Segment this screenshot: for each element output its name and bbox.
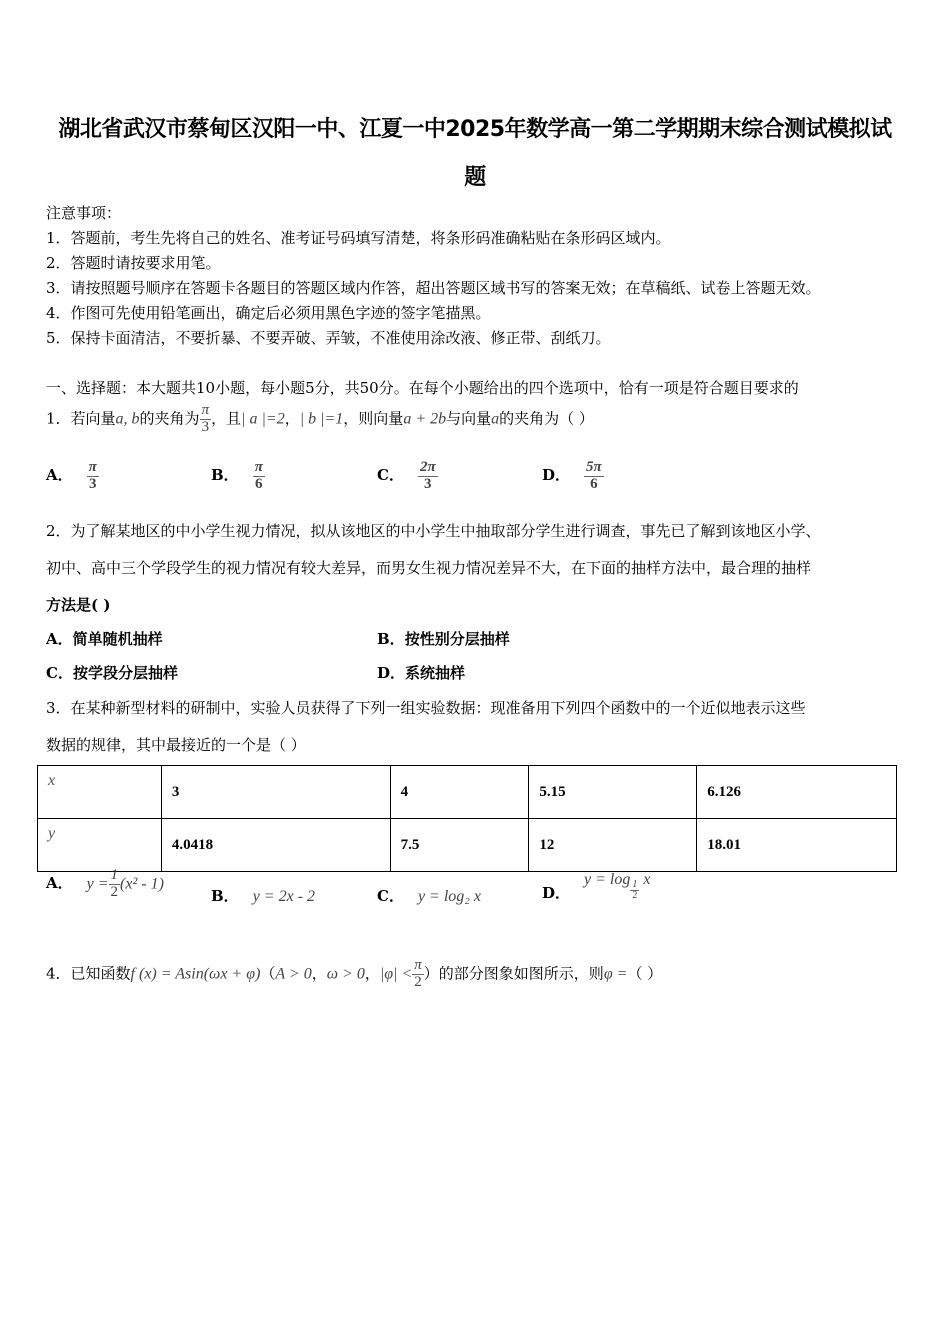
option-text: 按学段分层抽样 (72, 664, 178, 682)
table-cell: 3 (161, 766, 390, 819)
notice-item: 4．作图可先使用铅笔画出，确定后必须用黑色字迹的签字笔描黑。 (46, 304, 491, 322)
notice-item: 3．请按照题号顺序在答题卡各题目的答题区域内作答，超出答题区域书写的答案无效；在草稿纸、试卷上答题无效。 (46, 279, 821, 297)
fraction-numerator: 1 (632, 878, 638, 890)
table-cell: 4 (390, 766, 529, 819)
fraction-denominator: 3 (424, 475, 432, 492)
fraction-denominator: 3 (201, 418, 210, 435)
q1-option-a[interactable] (46, 460, 99, 493)
q1-math: | b |=1 (299, 410, 344, 428)
fraction-denominator: 2 (414, 973, 422, 990)
option-math: y = log₂ x (417, 888, 481, 905)
option-label: A． (46, 630, 73, 648)
q1-text: 的夹角为 (139, 409, 200, 428)
option-label: B． (377, 630, 405, 648)
q2-option-b[interactable] (377, 628, 510, 649)
option-math: y = 2x - 2 (252, 888, 316, 905)
option-math: x (643, 871, 651, 888)
option-math: (x² - 1) (120, 875, 164, 893)
option-math: y = (86, 875, 109, 893)
notice-item: 5．保持卡面清洁，不要折暴、不要弄破、弄皱，不准使用涂改液、修正带、刮纸刀。 (46, 329, 611, 347)
q4-math: |φ| < (379, 965, 413, 983)
table-cell: 4.0418 (161, 819, 390, 872)
option-text: 简单随机抽样 (72, 630, 163, 648)
q3-option-c[interactable] (377, 885, 481, 906)
q1-math: a (491, 410, 500, 428)
q2-option-c[interactable] (46, 662, 178, 683)
table-cell: 7.5 (390, 819, 529, 872)
page-title-continued: 题 (464, 165, 486, 190)
q1-text: 1．若向量 (46, 409, 116, 428)
table-cell: 5.15 (529, 766, 697, 819)
q4-text: ， (311, 964, 327, 983)
option-text: 系统抽样 (405, 664, 466, 682)
q4-text: （ ） (627, 964, 663, 983)
question-3-stem: 数据的规律，其中最接近的一个是（ ） (46, 736, 306, 754)
option-text: 按性别分层抽样 (404, 630, 510, 648)
notice-item: 2．答题时请按要求用笔。 (46, 254, 221, 272)
fraction-denominator: 3 (88, 475, 97, 492)
option-label: D． (542, 884, 571, 902)
table-row (38, 819, 897, 872)
q1-text: ， (284, 409, 300, 428)
option-label: D． (542, 466, 571, 485)
q1-text: 与向量 (446, 409, 492, 428)
q4-text: ）的部分图象如图所示，则 (423, 964, 604, 983)
table-cell: x (38, 766, 162, 819)
q1-option-b[interactable] (211, 460, 265, 493)
q2-option-d[interactable] (377, 662, 465, 683)
fraction-numerator: π (88, 459, 97, 475)
section-heading: 一、选择题：本大题共10小题，每小题5分，共50分。在每个小题给出的四个选项中，恰有一项是符合题目要求的 (46, 379, 799, 397)
q2-option-a[interactable] (46, 628, 163, 649)
q3-option-a[interactable] (46, 868, 164, 901)
q1-fraction (200, 403, 212, 436)
fraction-numerator: 1 (110, 867, 119, 883)
fraction-numerator: π (201, 402, 210, 418)
fraction-numerator: 5π (586, 459, 602, 475)
question-2-stem: 初中、高中三个学段学生的视力情况有较大差异，而男女生视力情况差异不大，在下面的抽样方法中，最合理的抽样 (46, 559, 812, 577)
option-label: B． (211, 887, 239, 905)
q1-math: | a |=2 (241, 410, 285, 428)
fraction-denominator: 2 (110, 883, 119, 900)
data-table (37, 765, 897, 872)
q4-math: ω > 0 (326, 965, 365, 983)
notice-heading: 注意事项： (46, 204, 122, 222)
q4-text: （ (260, 964, 276, 983)
question-2-stem: 方法是( ) (46, 596, 111, 614)
table-cell: 6.126 (697, 766, 897, 819)
fraction-numerator: 2π (419, 459, 436, 475)
q4-math: A > 0 (275, 965, 312, 983)
q1-option-c[interactable] (377, 460, 438, 493)
fraction-denominator: 2 (632, 890, 638, 901)
question-2-stem: 2．为了解某地区的中小学生视力情况，拟从该地区的中小学生中抽取部分学生进行调查，事先已了解到该地区小学、 (46, 522, 821, 540)
table-row (38, 766, 897, 819)
notice-item: 1．答题前，考生先将自己的姓名、准考证号码填写清楚，将条形码准确粘贴在条形码区域内。 (46, 229, 671, 247)
table-cell: 12 (529, 819, 697, 872)
q4-math: f (x) = Asin(ωx + φ) (130, 965, 261, 983)
q4-fraction (412, 958, 424, 991)
table-cell: 18.01 (697, 819, 897, 872)
q4-text: ， (364, 964, 380, 983)
fraction-numerator: π (254, 459, 263, 475)
question-4-stem (46, 958, 662, 991)
option-label: A． (46, 874, 73, 893)
option-math: y = log (584, 871, 631, 888)
q1-option-d[interactable] (542, 460, 604, 493)
option-label: C． (377, 887, 404, 905)
q1-math: a + 2b (403, 410, 447, 428)
option-label: A． (46, 466, 73, 485)
question-3-stem: 3．在某种新型材料的研制中，实验人员获得了下列一组实验数据：现准备用下列四个函数中的一个近似地表示这些 (46, 699, 806, 717)
fraction-numerator: π (414, 957, 422, 973)
q1-text: 的夹角为（ ） (499, 409, 594, 428)
page-title: 湖北省武汉市蔡甸区汉阳一中、江夏一中2025年数学高一第二学期期末综合测试模拟试 (58, 117, 892, 142)
q1-text: ，则向量 (343, 409, 404, 428)
option-label: C． (46, 664, 73, 682)
option-label: C． (377, 466, 404, 485)
option-label: D． (377, 664, 406, 682)
q4-math: φ = (603, 965, 628, 983)
fraction-denominator: 6 (255, 475, 263, 492)
q1-text: ，且 (211, 409, 242, 428)
table-cell: y (38, 819, 162, 872)
q3-option-d[interactable] (542, 870, 650, 903)
q4-text: 4．已知函数 (46, 964, 131, 983)
option-label: B． (211, 466, 239, 485)
fraction-denominator: 6 (590, 475, 598, 492)
q3-option-b[interactable] (211, 885, 315, 906)
q1-math: a, b (115, 410, 140, 428)
question-1-stem (46, 403, 594, 436)
